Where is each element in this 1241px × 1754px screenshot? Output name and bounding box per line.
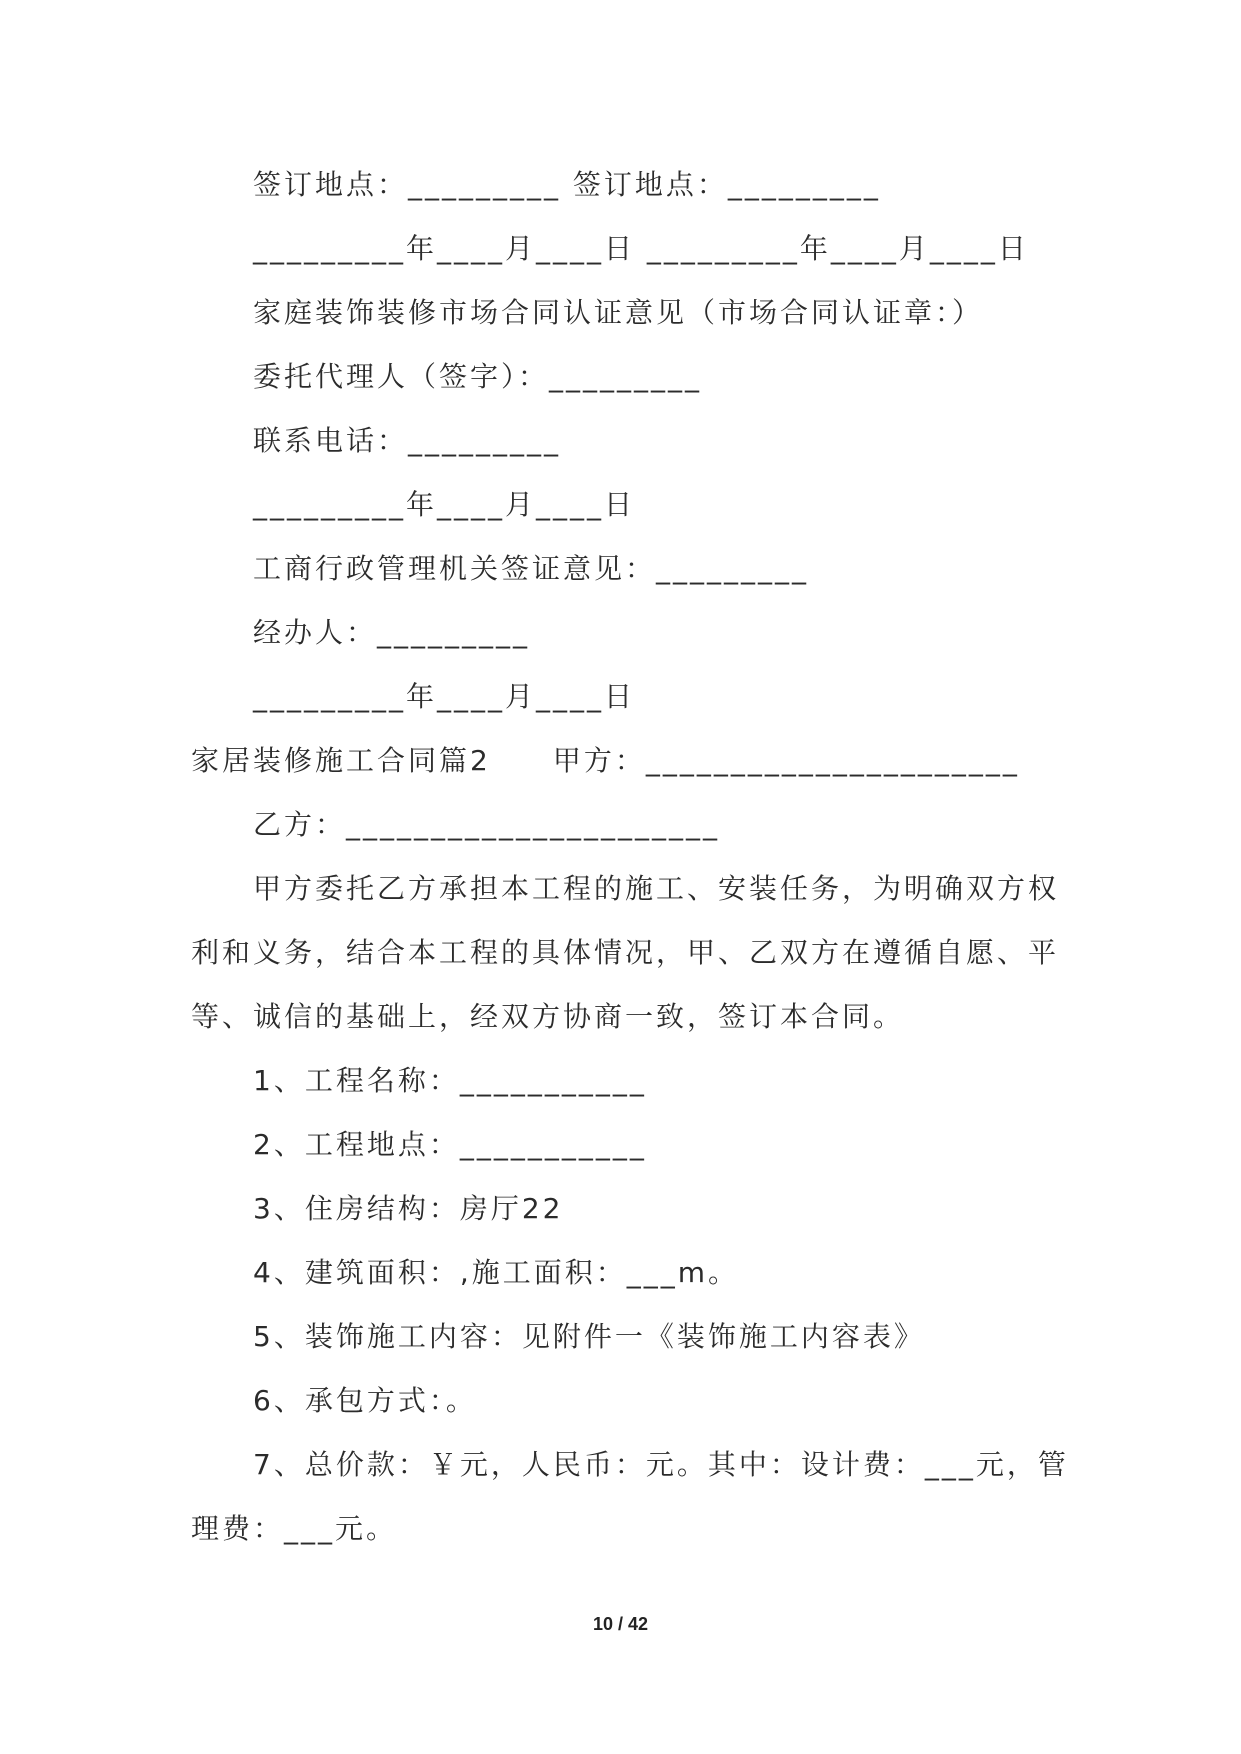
signing-place-line: 签订地点：_________ 签订地点：_________ [253,168,881,201]
paragraph-line: 甲方委托乙方承担本工程的施工、安装任务，为明确双方权 [253,872,1060,905]
building-area-line: 4、建筑面积：,施工面积：___m。 [253,1256,739,1289]
handler-line: 经办人：_________ [253,616,531,649]
housing-structure-line: 3、住房结构：房厅22 [253,1192,564,1225]
date-line: _________年____月____日 [253,488,636,521]
administration-visa-opinion-line: 工商行政管理机关签证意见：_________ [253,552,810,585]
paragraph-line: 利和义务，结合本工程的具体情况，甲、乙双方在遵循自愿、平 [191,936,1060,969]
market-certification-opinion-line: 家庭装饰装修市场合同认证意见（市场合同认证章：） [253,296,984,329]
page-number: 10 / 42 [592,1614,649,1634]
project-name-line: 1、工程名称：___________ [253,1064,647,1097]
date-line: _________年____月____日 [253,680,636,713]
party-b-line: 乙方：______________________ [253,808,721,841]
management-fee-line: 理费：___元。 [191,1512,398,1545]
authorized-agent-line: 委托代理人（签字）：_________ [253,360,703,393]
construction-content-line: 5、装饰施工内容：见附件一《装饰施工内容表》 [253,1320,925,1353]
total-price-line: 7、总价款：￥元，人民币：元。其中：设计费：___元，管 [253,1448,1069,1481]
contract-method-line: 6、承包方式：。 [253,1384,477,1417]
paragraph-line: 等、诚信的基础上，经双方协商一致，签订本合同。 [191,1000,905,1033]
project-location-line: 2、工程地点：___________ [253,1128,647,1161]
date-line: _________年____月____日 _________年____月____日 [253,232,1029,265]
section-heading-party-a-line: 家居装修施工合同篇2 甲方：______________________ [191,744,1020,777]
contact-phone-line: 联系电话：_________ [253,424,562,457]
